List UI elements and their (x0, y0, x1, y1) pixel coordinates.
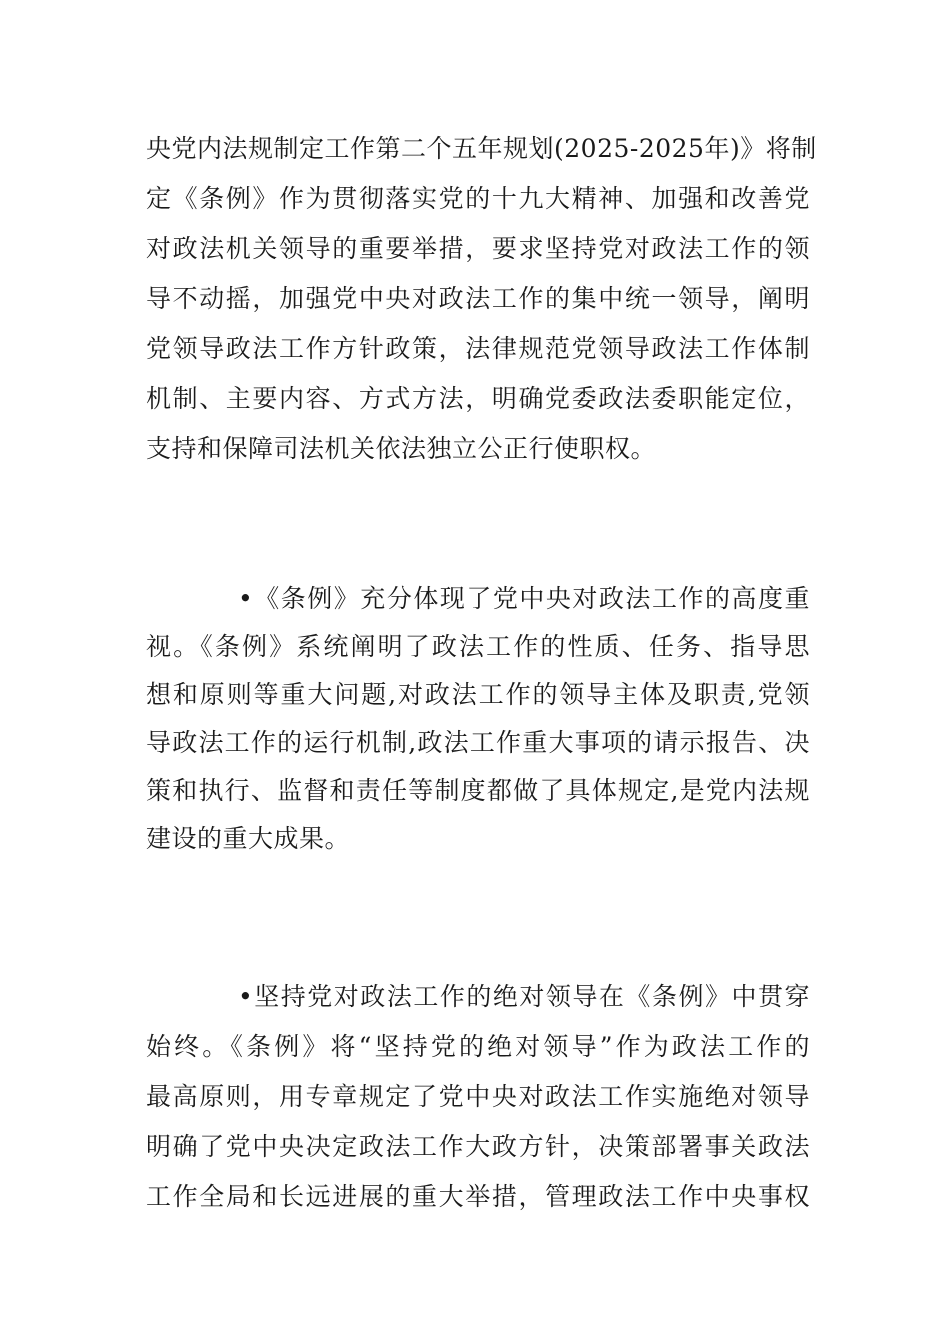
paragraph-line: 对政法机关领导的重要举措，要求坚持党对政法工作的领 (146, 234, 810, 263)
paragraph-line: 想和原则等重大问题,对政法工作的领导主体及职责,党领 (146, 680, 810, 709)
paragraph-line: 建设的重大成果。 (146, 824, 351, 853)
paragraph-line: 导不动摇，加强党中央对政法工作的集中统一领导，阐明 (146, 284, 810, 313)
paragraph-line: 机制、主要内容、方式方法，明确党委政法委职能定位， (146, 384, 810, 413)
paragraph-line: 定《条例》作为贯彻落实党的十九大精神、加强和改善党 (146, 184, 810, 213)
paragraph-line: 央党内法规制定工作第二个五年规划(2025-2025年)》将制 (146, 134, 817, 163)
paragraph-line: 始终。《条例》将“坚持党的绝对领导”作为政法工作的 (146, 1032, 810, 1061)
bullet-paragraph-line: •《条例》充分体现了党中央对政法工作的高度重 (238, 584, 810, 613)
paragraph-line: 视。《条例》系统阐明了政法工作的性质、任务、指导思 (146, 632, 810, 661)
paragraph-line: 策和执行、监督和责任等制度都做了具体规定,是党内法规 (146, 776, 810, 805)
bullet-paragraph-line: •坚持党对政法工作的绝对领导在《条例》中贯穿 (238, 982, 810, 1011)
paragraph-line: 支持和保障司法机关依法独立公正行使职权。 (146, 434, 657, 463)
paragraph-line: 明确了党中央决定政法工作大政方针，决策部署事关政法 (146, 1132, 810, 1161)
paragraph-line: 导政法工作的运行机制,政法工作重大事项的请示报告、决 (146, 728, 810, 757)
paragraph-line: 党领导政法工作方针政策，法律规范党领导政法工作体制 (146, 334, 810, 363)
paragraph-line: 最高原则，用专章规定了党中央对政法工作实施绝对领导 (146, 1082, 810, 1111)
paragraph-line: 工作全局和长远进展的重大举措，管理政法工作中央事权 (146, 1182, 810, 1211)
